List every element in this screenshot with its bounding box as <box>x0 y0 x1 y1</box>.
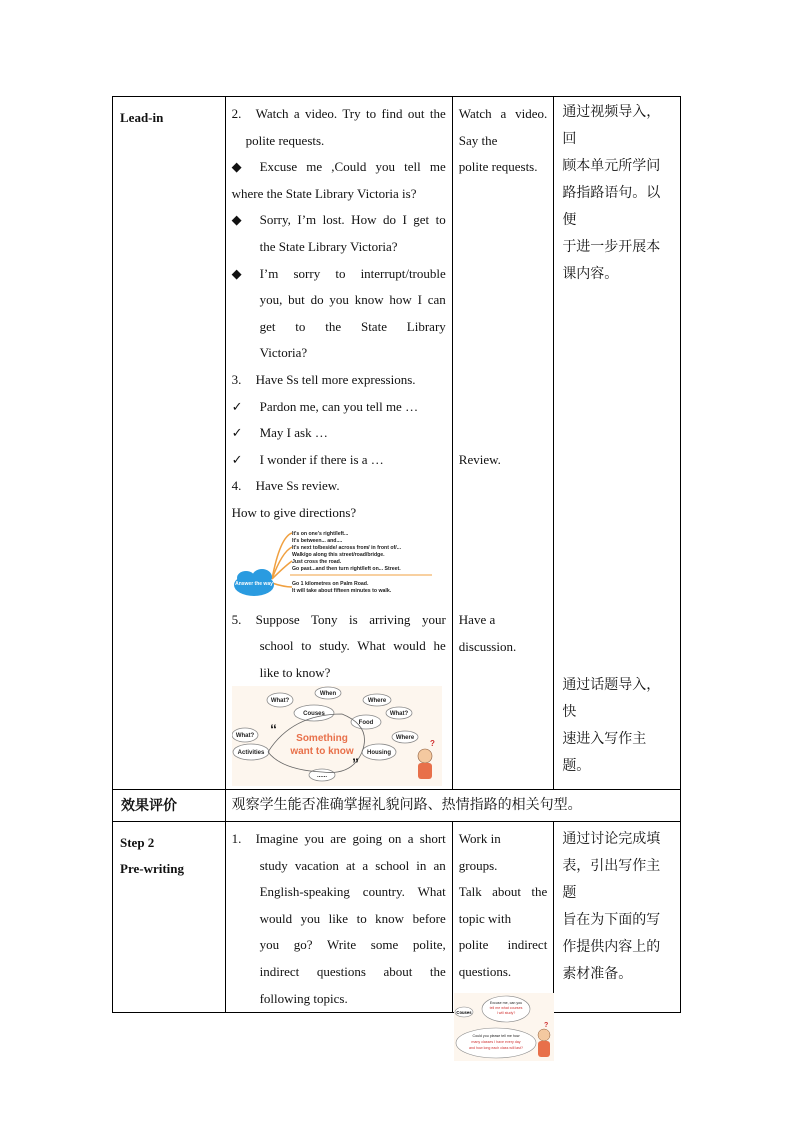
bubble-label: Couses <box>302 711 325 718</box>
expression-text: Pardon me, can you tell me … <box>259 398 419 414</box>
diamond-bullet-icon: ◆ <box>231 212 242 228</box>
diamond-bullet-icon: ◆ <box>231 159 242 175</box>
purpose-text: 速进入写作主题。 <box>562 731 647 774</box>
cloud-icon <box>234 569 274 596</box>
map-line: It's next to/beside/ across from/ in front of/... <box>291 544 401 551</box>
map-line: It's between... and.... <box>291 537 342 544</box>
item-number: 5. <box>231 611 242 627</box>
diamond-bullet-icon: ◆ <box>231 265 242 281</box>
teacher-activity-cell <box>225 97 452 790</box>
request-text: the State Library Victoria? <box>259 238 398 254</box>
item-number: 2. <box>231 106 242 121</box>
question-line: many classes I have every day <box>471 1040 521 1044</box>
purpose-text: 顾本单元所学问 <box>562 158 661 174</box>
question-line: tell me what courses <box>489 1006 523 1010</box>
request-text: you, but do you know how I can <box>259 292 446 308</box>
checkmark-icon: ✓ <box>231 451 243 467</box>
map-line: Just cross the road. <box>291 558 341 565</box>
question-line: Could you please tell me how <box>472 1034 520 1038</box>
effect-label: 效果评价 <box>121 798 177 814</box>
stage-cell <box>113 97 226 790</box>
effect-text-cell <box>225 790 680 822</box>
bubble-label: Where <box>395 735 414 742</box>
item-text: school to study. What would he <box>259 638 446 654</box>
map-line: Go past...and then turn right/left on... Street. <box>291 565 401 572</box>
item-text: like to know? <box>259 664 331 680</box>
item-text: polite requests. <box>245 132 325 148</box>
student-activity-cell <box>452 822 554 1013</box>
center-title: want to know <box>289 746 354 758</box>
expression-text: I wonder if there is a … <box>259 451 384 467</box>
item-text: study vacation at a school in an <box>259 857 446 873</box>
tag-label: Couses <box>456 1010 472 1015</box>
student-text: Say the <box>458 132 498 148</box>
purpose-text: 于进一步开展本 <box>562 239 661 255</box>
student-text: Work in <box>458 831 501 846</box>
student-text: discussion. <box>458 638 517 654</box>
directions-map-image <box>232 527 444 601</box>
svg-text:?: ? <box>544 1022 549 1029</box>
request-text: where the State Library Victoria is? <box>231 185 417 201</box>
effect-text: 观察学生能否准确掌握礼貌问路、热情指路的相关句型。 <box>231 797 582 813</box>
purpose-text: 课内容。 <box>562 266 619 282</box>
checkmark-icon: ✓ <box>231 398 243 414</box>
svg-text:?: ? <box>429 739 435 749</box>
student-text: polite indirect <box>458 937 548 953</box>
purpose-text: 素材准备。 <box>562 966 633 982</box>
item-text: indirect questions about the <box>259 963 446 979</box>
bubble-label: Where <box>367 698 386 705</box>
bubble-label: What? <box>235 733 254 740</box>
checkmark-icon: ✓ <box>231 425 243 441</box>
stage-title: Pre-writing <box>120 861 185 876</box>
request-text: I’m sorry to interrupt/trouble <box>259 265 446 281</box>
teacher-activity-cell <box>225 822 452 1013</box>
item-text: you go? Write some polite, <box>259 937 446 953</box>
courses-questions-image <box>454 993 554 1061</box>
stage-title: Lead-in <box>120 110 164 125</box>
purpose-text: 路指路语句。以便 <box>562 185 661 228</box>
quote-close-icon: ” <box>351 755 359 772</box>
effect-row <box>113 790 681 822</box>
student-text: groups. <box>458 857 498 873</box>
bubble-label: ...... <box>316 773 327 780</box>
student-text: Watch a video. <box>458 106 548 121</box>
request-text: Victoria? <box>259 345 308 361</box>
map-line: It will take about fifteen minutes to walk. <box>291 587 391 594</box>
request-text: get to the State Library <box>259 318 446 334</box>
item-text: following topics. <box>259 990 348 1006</box>
purpose-text: 通过讨论完成填 <box>562 831 661 847</box>
student-text: questions. <box>458 963 512 979</box>
purpose-cell <box>554 97 681 790</box>
map-line: Walk/go along this street/road/bridge. <box>291 551 385 558</box>
item-number: 1. <box>231 831 242 846</box>
student-activity-cell <box>452 97 554 790</box>
purpose-text: 作提供内容上的 <box>562 939 661 955</box>
bubble-label: Activities <box>237 750 264 757</box>
lesson-plan-table <box>112 96 681 1013</box>
purpose-text: 通过话题导入，快 <box>562 677 661 720</box>
quote-open-icon: “ <box>269 721 277 738</box>
stage-cell <box>113 822 226 1013</box>
purpose-text: 通过视频导入，回 <box>562 104 661 147</box>
directions-question: How to give directions? <box>231 504 357 520</box>
item-text: Have Ss review. <box>255 478 340 494</box>
item-text: English-speaking country. What <box>259 884 446 900</box>
student-text: polite requests. <box>458 159 538 175</box>
purpose-text: 表，引出写作主题 <box>562 858 661 901</box>
item-text: Suppose Tony is arriving your <box>255 611 446 627</box>
map-title: Answer the way <box>234 580 273 587</box>
question-line: and how long each class will last? <box>469 1046 523 1050</box>
item-text: Imagine you are going on a short <box>255 831 446 846</box>
expression-text: May I ask … <box>259 425 328 441</box>
bubble-label: What? <box>270 698 289 705</box>
purpose-cell <box>554 822 681 1013</box>
request-text: Excuse me ,Could you tell me <box>259 159 446 175</box>
topic-bubble-image <box>232 686 442 786</box>
item-text: Have Ss tell more expressions. <box>255 371 416 387</box>
item-text: would you like to know before <box>259 910 446 926</box>
map-line: It's on one's right/left... <box>291 530 348 537</box>
item-text: Watch a video. Try to find out the <box>255 106 446 121</box>
student-text: Talk about the <box>458 884 548 900</box>
item-number: 4. <box>231 478 242 494</box>
bubble-label: What? <box>389 711 408 718</box>
effect-label-cell <box>113 790 226 822</box>
map-line: Go 1 kilometres on Palm Road. <box>291 580 368 587</box>
prewriting-row <box>113 822 681 1013</box>
bubble-label: Housing <box>366 750 391 757</box>
purpose-text: 旨在为下面的写 <box>562 912 661 928</box>
center-title: Something <box>295 733 348 745</box>
request-text: Sorry, I’m lost. How do I get to <box>259 212 446 228</box>
student-text: topic with <box>458 910 512 926</box>
item-number: 3. <box>231 371 242 387</box>
bubble-label: Food <box>358 720 373 727</box>
student-text: Have a <box>458 612 496 628</box>
stage-title: Step 2 <box>120 835 155 850</box>
question-line: I will study? <box>496 1011 516 1015</box>
student-text: Review. <box>458 451 501 467</box>
lead-in-row <box>113 97 681 790</box>
bubble-label: When <box>319 691 336 698</box>
question-line: Excuse me, can you <box>489 1001 523 1005</box>
